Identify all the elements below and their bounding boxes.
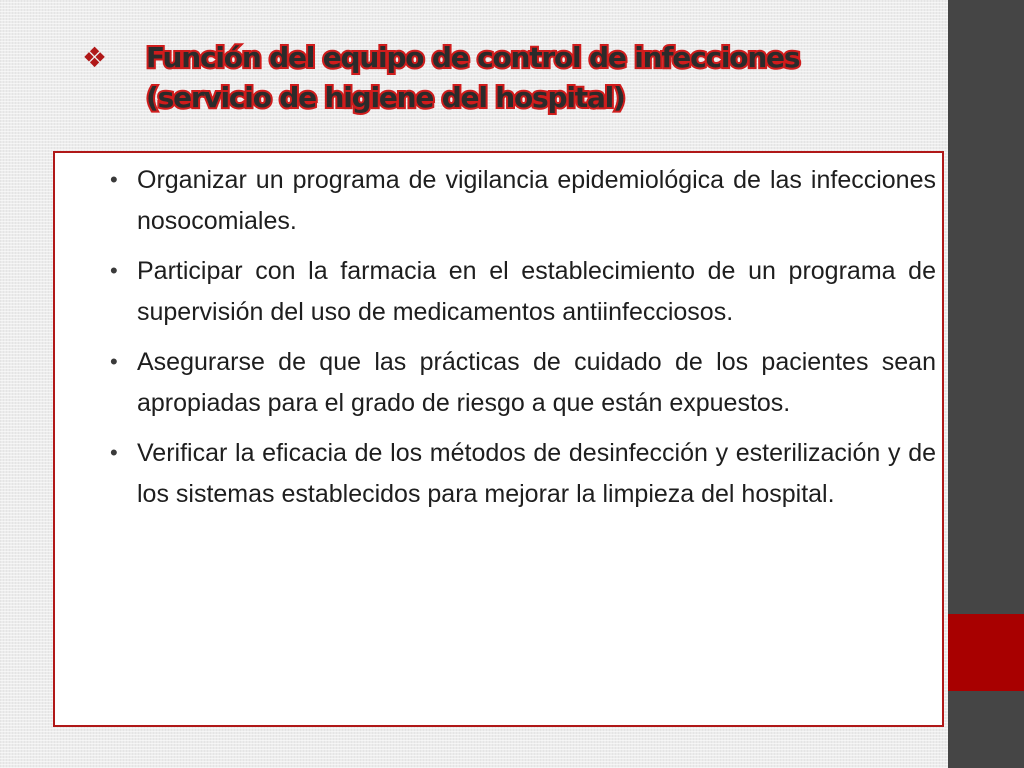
title-line-1: Función del equipo de control de infecciones <box>146 41 800 74</box>
bullet-list <box>55 160 942 524</box>
slide-title <box>146 38 916 118</box>
bullet-text: Organizar un programa de vigilancia epidemiológica de las infecciones nosocomiales. <box>137 166 936 235</box>
bullet-item <box>55 160 942 241</box>
diamond-bullet-icon: ❖ <box>82 41 108 74</box>
bullet-dot-icon: • <box>110 349 118 374</box>
bullet-item <box>55 342 942 423</box>
content-box <box>53 151 944 727</box>
bullet-text: Verificar la eficacia de los métodos de desinfección y esterilización y de los sistemas establecidos para mejorar la limpieza del hospital. <box>137 439 936 508</box>
bullet-text: Participar con la farmacia en el establecimiento de un programa de supervisión del uso de medicamentos antiinfecciosos. <box>137 257 936 326</box>
bullet-text: Asegurarse de que las prácticas de cuidado de los pacientes sean apropiadas para el grado de riesgo a que están expuestos. <box>137 348 936 417</box>
bullet-dot-icon: • <box>110 440 118 465</box>
bullet-dot-icon: • <box>110 167 118 192</box>
side-accent-block <box>948 614 1024 691</box>
bullet-item <box>55 251 942 332</box>
bullet-dot-icon: • <box>110 258 118 283</box>
title-line-2: (servicio de higiene del hospital) <box>146 81 625 114</box>
bullet-item <box>55 433 942 514</box>
